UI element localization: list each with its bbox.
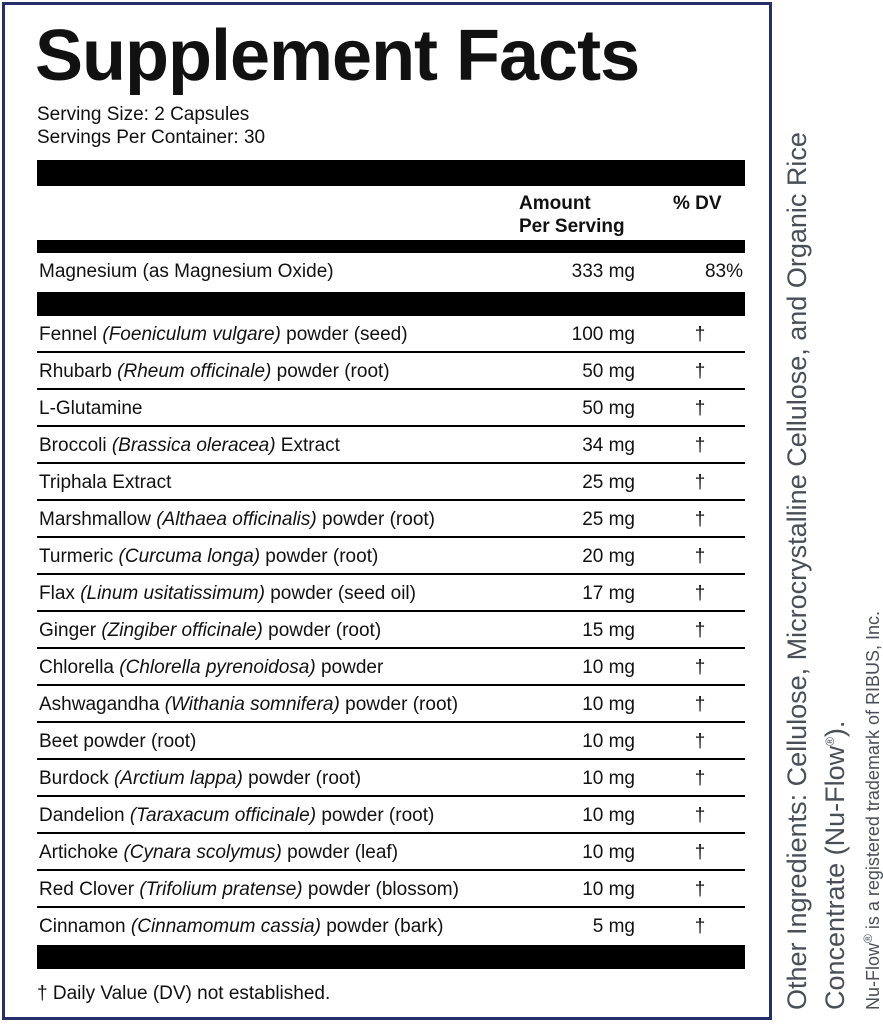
ingredient-common-name: Turmeric xyxy=(39,546,119,567)
ingredient-dv: † xyxy=(694,657,706,678)
dv-footnote: † Daily Value (DV) not established. xyxy=(37,983,331,1004)
ingredient-row xyxy=(37,834,745,871)
nutrient-amount: 333 mg xyxy=(571,261,635,282)
ingredient-part: powder (root) xyxy=(316,509,436,530)
ingredient-row xyxy=(37,427,745,464)
ingredient-latin-name: (Curcuma longa) xyxy=(118,546,261,567)
ingredient-name xyxy=(39,398,143,420)
ingredient-dv: † xyxy=(694,731,706,752)
ingredient-latin-name: (Cinnamomum cassia) xyxy=(130,916,321,937)
line2-text: Concentrate (Nu-Flow xyxy=(820,745,850,1010)
ingredient-common-name: Red Clover xyxy=(39,879,140,900)
ingredient-part: powder (root) xyxy=(316,805,435,826)
other-ingredients-line-1: Other Ingredients: Cellulose, Microcrystalline Cellulose, and Organic Rice xyxy=(782,132,812,1010)
line2-end: ). xyxy=(820,720,850,738)
ingredient-dv: † xyxy=(694,509,706,530)
ingredient-row xyxy=(37,316,745,353)
ingredient-name xyxy=(39,546,378,568)
ingredient-dv: † xyxy=(694,694,706,715)
servings-per-container: Servings Per Container: 30 xyxy=(37,127,266,148)
registered-mark: ® xyxy=(861,934,875,943)
ingredient-common-name: Burdock xyxy=(39,768,114,789)
medium-divider xyxy=(37,240,745,253)
ingredient-dv: † xyxy=(694,398,706,419)
ingredient-dv: † xyxy=(694,435,706,456)
supplement-facts-panel xyxy=(2,2,772,1020)
ingredient-latin-name: (Trifolium pratense) xyxy=(139,879,303,900)
ingredient-common-name: Rhubarb xyxy=(39,361,118,382)
ingredient-dv: † xyxy=(694,768,706,789)
ingredient-latin-name: (Arctium lappa) xyxy=(113,768,243,789)
column-headers xyxy=(37,186,745,240)
ingredient-name xyxy=(39,694,458,716)
header-amount-per-serving: Amount Per Serving xyxy=(519,193,625,237)
trademark-end: is a registered trademark of RIBUS, Inc. xyxy=(863,611,883,935)
ingredient-row xyxy=(37,760,745,797)
ingredient-row xyxy=(37,501,745,538)
ingredient-row xyxy=(37,686,745,723)
ingredient-amount: 34 mg xyxy=(582,435,635,456)
nutrient-dv: 83% xyxy=(704,261,743,282)
ingredient-common-name: Ginger xyxy=(39,620,102,641)
ingredient-dv: † xyxy=(694,546,706,567)
ingredient-latin-name: (Althaea officinalis) xyxy=(156,509,317,530)
ingredient-name xyxy=(39,879,459,901)
serving-info xyxy=(35,103,745,149)
ingredient-part: powder (leaf) xyxy=(281,842,399,863)
ingredient-common-name: Cinnamon xyxy=(39,916,131,937)
ingredient-latin-name: (Rheum officinale) xyxy=(117,361,272,382)
ingredient-common-name: Chlorella xyxy=(39,657,120,678)
ingredient-name xyxy=(39,620,381,642)
ingredient-dv: † xyxy=(694,620,706,641)
ingredient-common-name: Beet powder (root) xyxy=(39,731,197,752)
ingredient-amount: 5 mg xyxy=(592,916,635,937)
ingredient-row xyxy=(37,797,745,834)
ingredient-name xyxy=(39,361,390,383)
ingredient-row xyxy=(37,575,745,612)
thick-divider-bottom xyxy=(37,945,745,969)
trademark-notice xyxy=(856,0,883,1014)
serving-size: Serving Size: 2 Capsules xyxy=(37,104,250,125)
thick-divider-top xyxy=(37,160,745,186)
label-title: Supplement Facts xyxy=(35,16,640,96)
ingredient-amount: 10 mg xyxy=(582,842,635,863)
ingredient-row xyxy=(37,353,745,390)
ingredient-part: powder (root) xyxy=(260,546,379,567)
ingredient-amount: 25 mg xyxy=(582,509,635,530)
ingredient-name xyxy=(39,805,434,827)
header-percent-dv: % DV xyxy=(673,193,722,214)
ingredient-dv: † xyxy=(694,472,706,493)
ingredient-name xyxy=(39,472,171,494)
ingredient-name xyxy=(39,324,408,346)
ingredient-amount: 25 mg xyxy=(582,472,635,493)
ingredient-name xyxy=(39,916,443,938)
ingredient-part: powder (bark) xyxy=(320,916,444,937)
ingredient-row xyxy=(37,871,745,908)
ingredient-common-name: L-Glutamine xyxy=(39,398,143,419)
ingredient-dv: † xyxy=(694,879,706,900)
ingredient-common-name: Artichoke xyxy=(39,842,124,863)
ingredient-part: powder (root) xyxy=(339,694,459,715)
ingredient-part: Extract xyxy=(275,435,340,456)
ingredient-dv: † xyxy=(694,583,706,604)
ingredient-common-name: Ashwagandha xyxy=(39,694,165,715)
ingredient-dv: † xyxy=(694,805,706,826)
ingredient-part: powder (blossom) xyxy=(302,879,459,900)
ingredient-row xyxy=(37,723,745,760)
ingredient-latin-name: (Cynara scolymus) xyxy=(123,842,282,863)
ingredient-row xyxy=(37,464,745,501)
nutrient-name: Magnesium (as Magnesium Oxide) xyxy=(39,261,334,282)
registered-mark: ® xyxy=(823,737,837,746)
ingredient-amount: 50 mg xyxy=(582,361,635,382)
other-ingredients-line-2 xyxy=(814,0,852,1014)
ingredient-latin-name: (Withania somnifera) xyxy=(164,694,340,715)
ingredient-name xyxy=(39,435,340,457)
ingredient-name xyxy=(39,657,383,679)
ingredient-amount: 17 mg xyxy=(582,583,635,604)
ingredient-amount: 10 mg xyxy=(582,805,635,826)
ingredient-latin-name: (Chlorella pyrenoidosa) xyxy=(119,657,316,678)
ingredient-amount: 50 mg xyxy=(582,398,635,419)
ingredient-common-name: Marshmallow xyxy=(39,509,157,530)
ingredient-dv: † xyxy=(694,324,706,345)
ingredient-dv: † xyxy=(694,361,706,382)
ingredient-latin-name: (Linum usitatissimum) xyxy=(80,583,265,604)
ingredient-latin-name: (Foeniculum vulgare) xyxy=(102,324,281,345)
ingredient-amount: 10 mg xyxy=(582,768,635,789)
ingredient-dv: † xyxy=(694,842,706,863)
ingredient-part: powder (root) xyxy=(262,620,382,641)
ingredient-amount: 100 mg xyxy=(571,324,635,345)
ingredient-name xyxy=(39,731,196,753)
ingredient-latin-name: (Zingiber officinale) xyxy=(101,620,263,641)
ingredient-amount: 10 mg xyxy=(582,657,635,678)
ingredient-common-name: Fennel xyxy=(39,324,103,345)
ingredient-part: powder (root) xyxy=(242,768,362,789)
ingredient-name xyxy=(39,583,416,605)
ingredient-row xyxy=(37,390,745,427)
ingredient-amount: 10 mg xyxy=(582,694,635,715)
ingredient-dv: † xyxy=(694,916,706,937)
ingredient-common-name: Triphala Extract xyxy=(39,472,172,493)
ingredient-part: powder xyxy=(315,657,384,678)
ingredient-name xyxy=(39,842,398,864)
primary-nutrient-row xyxy=(37,253,745,292)
ingredient-latin-name: (Brassica oleracea) xyxy=(111,435,276,456)
supplement-facts-label xyxy=(35,13,745,1005)
trademark-text: Nu-Flow xyxy=(863,942,883,1010)
other-ingredients-panel xyxy=(777,0,883,1024)
ingredient-part: powder (seed oil) xyxy=(264,583,416,604)
thick-divider-middle xyxy=(37,292,745,316)
ingredient-common-name: Dandelion xyxy=(39,805,130,826)
ingredient-row xyxy=(37,908,745,945)
ingredient-name xyxy=(39,509,435,531)
ingredient-common-name: Broccoli xyxy=(39,435,112,456)
ingredient-common-name: Flax xyxy=(39,583,81,604)
ingredient-row xyxy=(37,612,745,649)
ingredient-latin-name: (Taraxacum officinale) xyxy=(129,805,317,826)
ingredient-list xyxy=(35,316,745,945)
ingredient-row xyxy=(37,649,745,686)
other-ingredients-rotated xyxy=(777,0,883,1014)
ingredient-part: powder (seed) xyxy=(280,324,408,345)
ingredient-amount: 15 mg xyxy=(582,620,635,641)
ingredient-part: powder (root) xyxy=(271,361,390,382)
ingredient-amount: 10 mg xyxy=(582,879,635,900)
ingredient-name xyxy=(39,768,361,790)
ingredient-amount: 10 mg xyxy=(582,731,635,752)
ingredient-row xyxy=(37,538,745,575)
ingredient-amount: 20 mg xyxy=(582,546,635,567)
